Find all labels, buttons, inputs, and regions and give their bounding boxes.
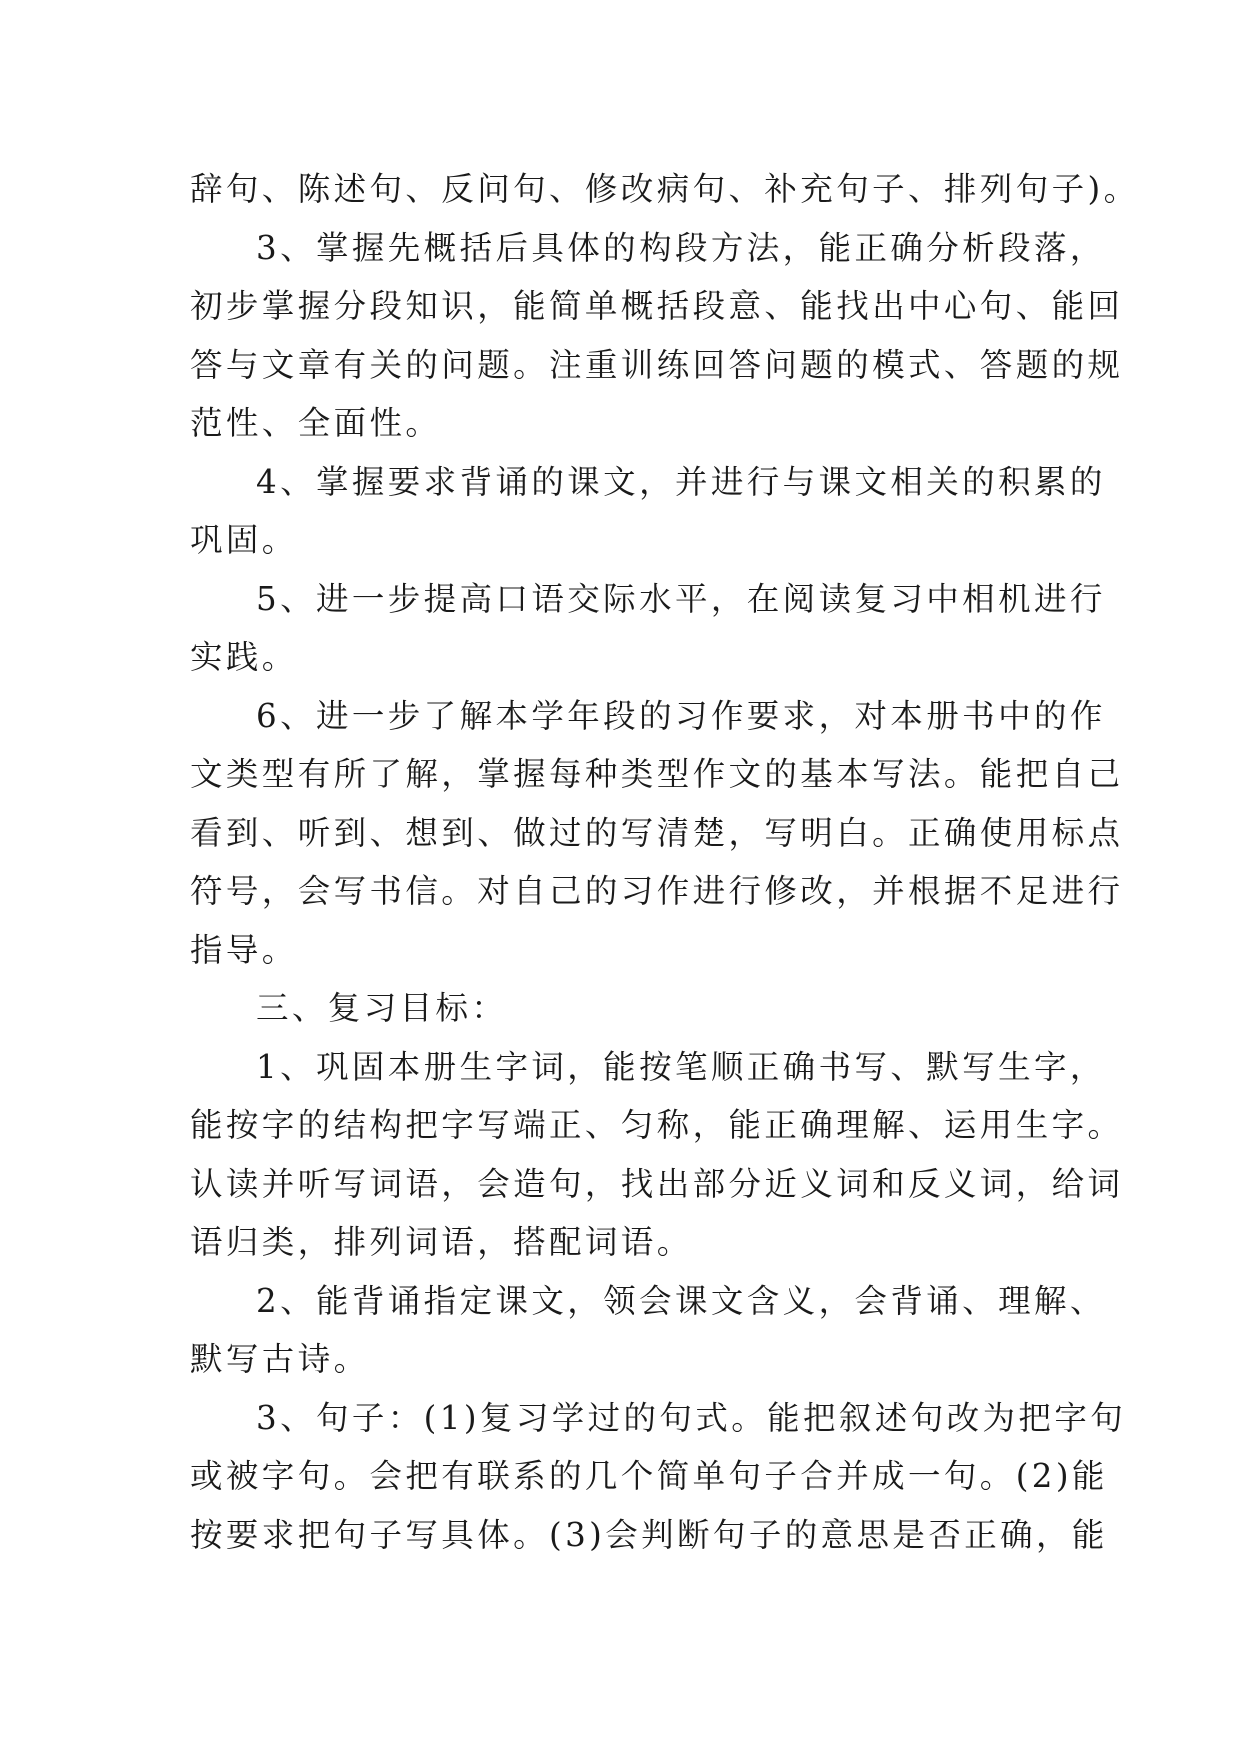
text-line: 符号，会写书信。对自己的习作进行修改，并根据不足进行 [190,872,1124,910]
text-line: 认读并听写词语，会造句，找出部分近义词和反义词，给词 [190,1164,1124,1203]
text-line: 指导。 [190,930,298,969]
text-line: 按要求把句子写具体。(3)会判断句子的意思是否正确，能 [190,1515,1108,1554]
section-heading: 三、复习目标： [256,989,508,1027]
text-line: 文类型有所了解，掌握每种类型作文的基本写法。能把自己 [190,755,1124,793]
text-line: 语归类，排列词语，搭配词语。 [190,1223,693,1261]
text-line: 4、掌握要求背诵的课文，并进行与课文相关的积累的 [256,462,1106,501]
text-line: 实践。 [190,638,298,676]
text-line: 答与文章有关的问题。注重训练回答问题的模式、答题的规 [190,345,1124,384]
text-line: 3、句子：(1)复习学过的句式。能把叙述句改为把字句 [256,1398,1127,1437]
text-line: 5、进一步提高口语交际水平，在阅读复习中相机进行 [256,579,1106,618]
text-line: 范性、全面性。 [190,404,442,442]
text-line: 3、掌握先概括后具体的构段方法，能正确分析段落， [256,228,1106,267]
text-line: 辞句、陈述句、反问句、修改病句、补充句子、排列句子)。 [190,170,1140,208]
text-line: 2、能背诵指定课文，领会课文含义，会背诵、理解、 [256,1281,1106,1320]
text-line: 看到、听到、想到、做过的写清楚，写明白。正确使用标点 [190,813,1124,852]
text-line: 或被字句。会把有联系的几个简单句子合并成一句。(2)能 [190,1457,1108,1495]
text-line: 6、进一步了解本学年段的习作要求，对本册书中的作 [256,696,1106,735]
text-line: 初步掌握分段知识，能简单概括段意、能找出中心句、能回 [190,287,1124,325]
text-line: 默写古诗。 [190,1340,370,1378]
text-line: 1、巩固本册生字词，能按笔顺正确书写、默写生字， [256,1047,1106,1086]
text-line: 巩固。 [190,521,298,559]
document-body [190,160,1140,1564]
text-line: 能按字的结构把字写端正、匀称，能正确理解、运用生字。 [190,1106,1124,1144]
